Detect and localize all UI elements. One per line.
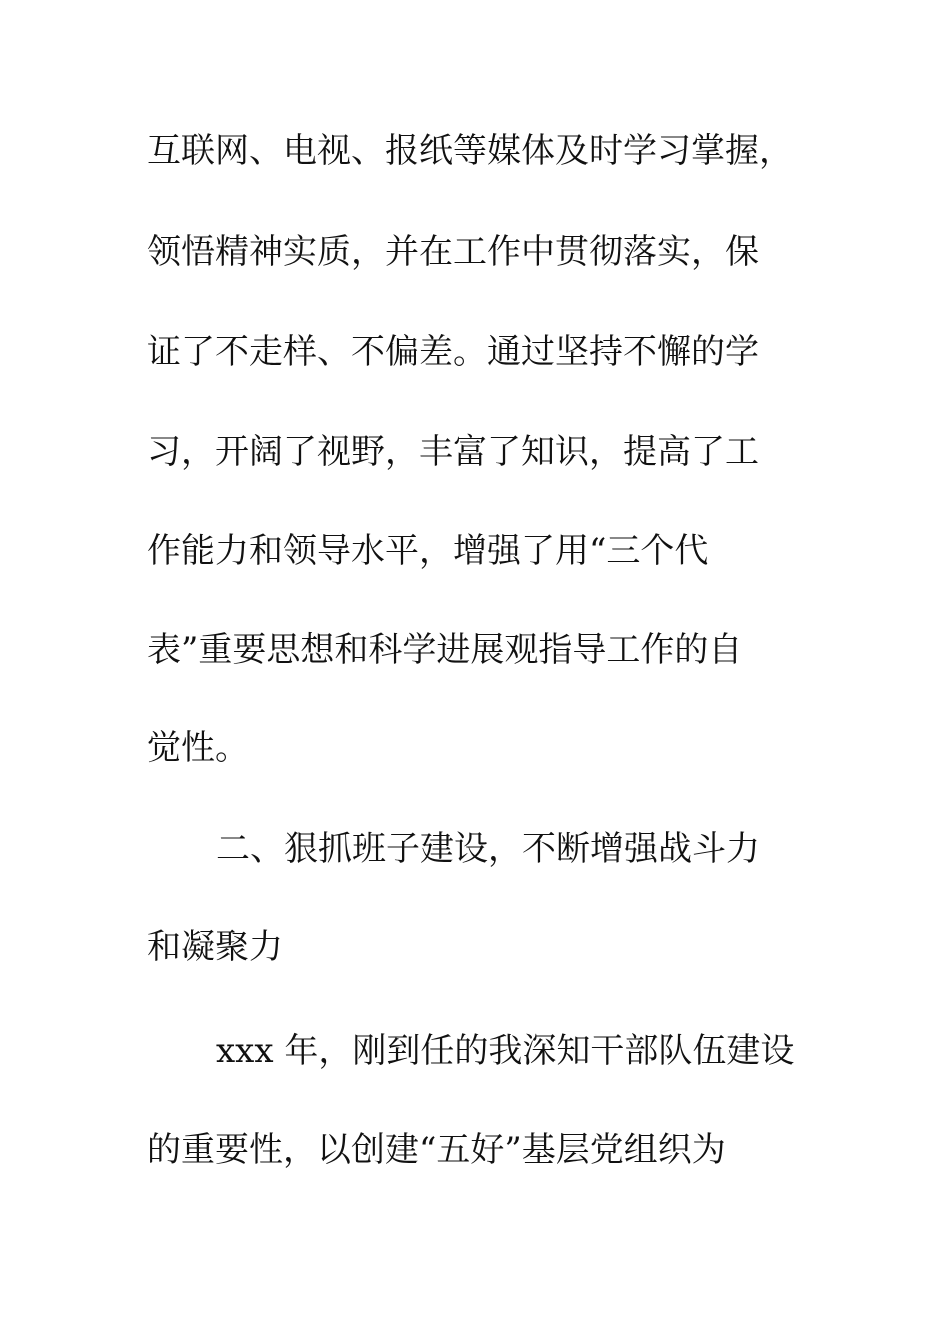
body-text-line: 作能力和领导水平，增强了用“三个代: [147, 531, 709, 571]
body-text-line: xxx 年，刚到任的我深知干部队伍建设: [216, 1031, 795, 1071]
body-text-line: 习，开阔了视野，丰富了知识，提高了工: [147, 432, 759, 472]
body-text-line: 证了不走样、不偏差。通过坚持不懈的学: [147, 332, 759, 372]
body-text-line: 觉性。: [147, 728, 249, 768]
body-text-line: 表”重要思想和科学进展观指导工作的自: [147, 630, 743, 670]
body-text-line: 互联网、电视、报纸等媒体及时学习掌握，: [147, 131, 793, 171]
body-text-line: 领悟精神实质，并在工作中贯彻落实，保: [147, 232, 759, 272]
section-heading-line: 和凝聚力: [147, 927, 283, 967]
section-heading-line: 二、狠抓班子建设，不断增强战斗力: [216, 829, 760, 869]
body-text-line: 的重要性，以创建“五好”基层党组织为: [147, 1130, 726, 1170]
